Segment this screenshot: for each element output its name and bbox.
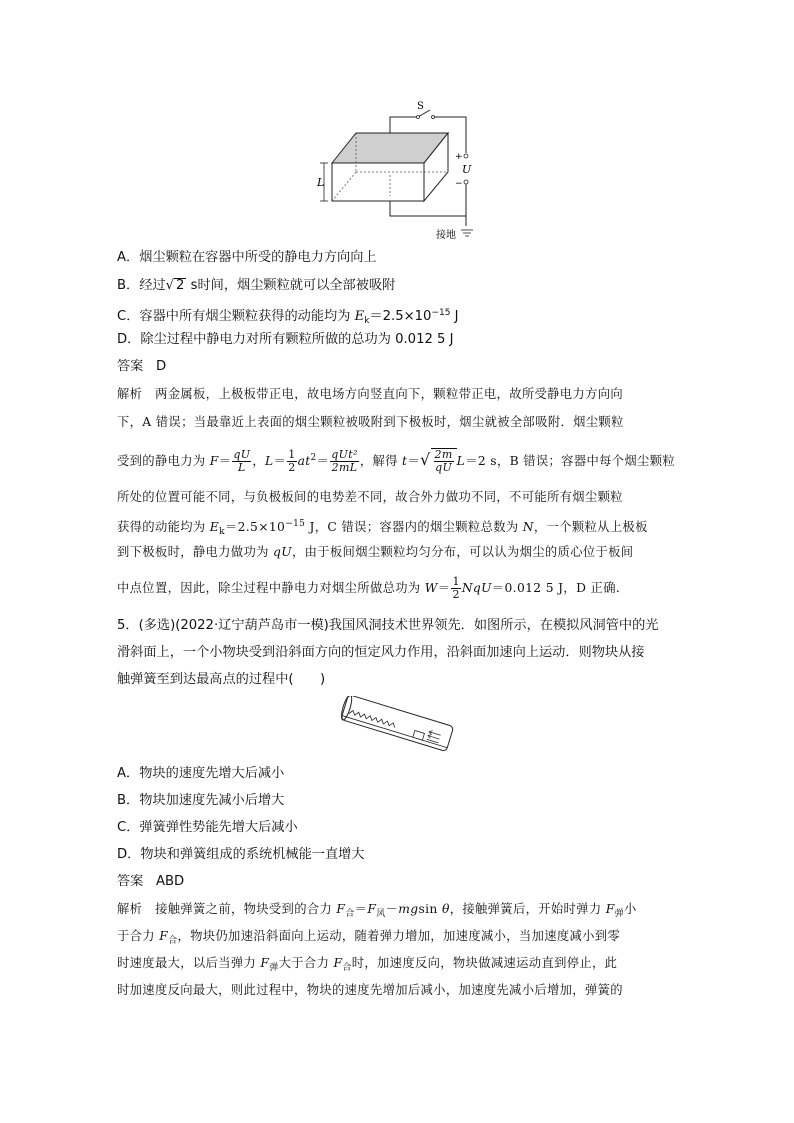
- q4-sol-l7b: W: [424, 581, 438, 595]
- q5-sol-l1m: 弹: [614, 909, 624, 919]
- q5-sol-l1i: sin: [418, 902, 442, 916]
- q4-solution-line-6: [117, 542, 633, 562]
- q4-option-c-pre: C．容器中所有烟尘颗粒获得的动能均为: [117, 309, 355, 324]
- q4-sol-l3k: ＝: [407, 454, 420, 468]
- q5-stem-line-3: 触弹簧至到达最高点的过程中( ): [117, 672, 326, 687]
- minus-sign: −: [455, 179, 463, 189]
- q5-solution-line-1: [117, 899, 637, 924]
- q4-sol-l7c: ＝: [437, 581, 451, 595]
- q4-sol-l5c: k: [219, 527, 225, 537]
- q5-solution-line-2: [117, 926, 620, 951]
- q4-solution-line-3: 受到的静电力为 F＝ $\frac{qU}{L}$ ，L＝ $\frac{1}{2}$ $at^2=$ $\frac{\text{qUt²}}{2mL}$ ，解得 t＝√ $\frac{2m}{qU}$ L＝2 s，B 错误；容器中每个烟尘颗粒: [117, 448, 675, 474]
- q5-sol-l1k: ，接触弹簧后，开始时弹力: [449, 902, 606, 916]
- q4-sol-l3b: F: [209, 454, 219, 468]
- q5-sol-l1j: θ: [441, 902, 450, 916]
- q4-sol-l7e: ＝0.012 5 J，D 正确．: [491, 581, 629, 595]
- q4-sol-sqrt: $\frac{2m}{qU}$: [431, 448, 457, 474]
- q4-option-b-sqrt: 2: [176, 278, 185, 293]
- q4-sol-l3f: ＝: [273, 454, 287, 468]
- q4-sol-l5h: ，一个颗粒从上极板: [533, 520, 648, 534]
- q4-option-c-exp: −15: [431, 308, 451, 318]
- q4-solution-label: 解析: [117, 387, 143, 401]
- dust-collector-figure: [306, 96, 486, 244]
- q5-sol-l3a: 时速度最大，以后当弹力: [117, 956, 261, 970]
- positive-terminal: [464, 154, 468, 158]
- q4-sol-l3c: ＝: [218, 454, 232, 468]
- q4-sol-l5a: 获得的动能均为: [117, 520, 210, 534]
- q5-sol-l2d: ，物块仍加速沿斜面向上运动，随着弹力增加，加速度减小，当加速度减小到零: [177, 929, 621, 943]
- q4-sol-l3d: ，: [252, 454, 266, 468]
- plus-sign: +: [455, 152, 463, 162]
- q4-sol-l7a: 中点位置，因此，除尘过程中静电力对烟尘所做总功为: [117, 581, 425, 595]
- q4-option-c-post: ＝2.5×10: [369, 309, 432, 324]
- q4-sol-frac-1: $\frac{qU}{L}$: [233, 448, 251, 474]
- q5-sol-l3f: 合: [342, 963, 352, 973]
- q5-solution-line-4: 时加速度反向最大，则此过程中，物块的速度先增加后减小，加速度先减小后增加，弹簧的: [117, 983, 623, 997]
- q5-sol-l3e: F: [333, 956, 343, 970]
- q4-sol-l5b: E: [209, 520, 220, 534]
- q5-sol-l1a: 接触弹簧之前，物块受到的合力: [155, 902, 337, 916]
- q4-option-d: D．除尘过程中静电力对所有颗粒所做的总功为 0.012 5 J: [117, 332, 454, 347]
- ground-label: 接地: [436, 230, 456, 241]
- q5-sol-l3d: 大于合力: [278, 956, 334, 970]
- q4-solution-line-2: 下，A 错误；当最靠近上表面的烟尘颗粒被吸附到下极板时，烟尘就被全部吸附．烟尘颗粒: [117, 415, 624, 429]
- q4-sol-l6a: 到下极板时，静电力做功为: [117, 545, 274, 559]
- q4-option-b: B．经过√ 2 s时间，烟尘颗粒就可以全部被吸附: [117, 278, 396, 293]
- wind-tunnel-tube: [341, 696, 454, 752]
- q4-sol-l3m: ＝2 s，B 错误；容器中每个烟尘颗粒: [465, 454, 675, 468]
- q4-sol-l3g: at: [297, 454, 311, 468]
- q4-sol-l5f: J，C 错误；容器内的烟尘颗粒总数为: [305, 520, 523, 534]
- q4-sol-l3j: t: [402, 454, 408, 468]
- ground-symbol: [461, 230, 473, 236]
- q4-sol-frac-4: $\frac{1}{2}$: [452, 575, 460, 601]
- q4-option-b-pre: B．经过: [117, 278, 166, 293]
- q5-option-a: A．物块的速度先增大后减小: [117, 766, 285, 781]
- block: [413, 731, 425, 741]
- q5-answer-label: 答案: [117, 874, 144, 889]
- q4-sol-l6b: qU: [273, 545, 292, 559]
- q4-answer-value: D: [155, 359, 167, 374]
- q5-sol-l2c: 合: [168, 936, 178, 946]
- q4-sol-l3g-exp: 2: [310, 453, 317, 463]
- q5-sol-l1h: mg: [398, 902, 419, 916]
- q5-answer-value: ABD: [155, 874, 185, 889]
- q4-option-c: [117, 303, 459, 331]
- negative-terminal: [464, 180, 468, 184]
- q4-sol-frac-3: $\frac{\text{qUt²}}{2mL}$: [331, 448, 358, 474]
- q5-stem-line-2: 滑斜面上，一个小物块受到沿斜面方向的恒定风力作用，沿斜面加速向上运动．则物块从接: [117, 645, 645, 660]
- box-front-face: [332, 163, 424, 201]
- q4-sol-l3h: ＝: [316, 454, 330, 468]
- q4-option-a: A．烟尘颗粒在容器中所受的静电力方向向上: [117, 250, 377, 265]
- q4-sol-l5g: N: [522, 520, 534, 534]
- q5-sol-l3c: 弹: [269, 963, 279, 973]
- q5-sol-l2a: 于合力: [117, 929, 160, 943]
- q4-option-b-post: s时间，烟尘颗粒就可以全部被吸附: [186, 278, 396, 293]
- q4-sol-l5e: −15: [285, 519, 306, 529]
- q5-solution-line-3: [117, 953, 617, 978]
- q5-sol-l1n: 小: [623, 902, 637, 916]
- q4-answer-label: 答案: [117, 359, 144, 374]
- q5-option-c: C．弹簧弹性势能先增大后减小: [117, 820, 298, 835]
- q5-option-b: B．物块加速度先减小后增大: [117, 793, 285, 808]
- q4-solution-line-4: 所处的位置可能不同，与负极板间的电势差不同，故合外力做功不同，不可能所有烟尘颗粒: [117, 490, 623, 504]
- q5-solution-label: 解析: [117, 902, 143, 916]
- q5-sol-l1l: F: [605, 902, 615, 916]
- q4-sol-l3l: L: [456, 454, 466, 468]
- q5-sol-l1b: F: [336, 902, 346, 916]
- top-plate: [332, 133, 448, 163]
- q5-option-d: D．物块和弹簧组成的系统机械能一直增大: [117, 847, 365, 862]
- q4-option-c-sub: k: [364, 316, 370, 326]
- q4-sol-l3a: 受到的静电力为: [117, 454, 210, 468]
- switch-label: S: [417, 101, 424, 112]
- wind-arrows: [427, 730, 441, 743]
- q4-solution-line-1: [117, 384, 623, 404]
- q4-option-c-var: E: [354, 309, 365, 324]
- q5-sol-l1c: 合: [345, 909, 355, 919]
- q4-sol-frac-2: $\frac{1}{2}$: [288, 448, 296, 474]
- q5-sol-l1f: 风: [376, 909, 386, 919]
- q5-sol-l1g: －: [385, 902, 399, 916]
- q4-solution-line-7: [117, 576, 629, 601]
- q5-sol-l2b: F: [159, 929, 169, 943]
- voltage-label: U: [462, 163, 472, 176]
- wind-tunnel-figure: [336, 696, 458, 752]
- q4-sol-l3i: ，解得: [359, 454, 403, 468]
- q5-sol-l1e: F: [367, 902, 377, 916]
- q5-stem-line-1: 5．(多选)(2022·辽宁葫芦岛市一模)我国风洞技术世界领先．如图所示，在模拟风洞管中的光: [117, 618, 659, 633]
- q4-sol-l6c: ，由于板间烟尘颗粒均匀分布，可以认为烟尘的质心位于板间: [291, 545, 634, 559]
- q4-solution-text-1: 两金属板，上极板带正电，故电场方向竖直向下，颗粒带正电，故所受静电力方向向: [155, 387, 624, 401]
- q5-answer: [117, 872, 184, 892]
- q4-sol-l3e: L: [265, 454, 274, 468]
- q5-sol-l3b: F: [260, 956, 270, 970]
- length-label: L: [317, 176, 325, 189]
- q4-sol-l7d: NqU: [461, 581, 492, 595]
- q4-answer: [117, 357, 166, 377]
- q4-sol-l5d: ＝2.5×10: [224, 520, 286, 534]
- q4-option-c-unit: J: [450, 309, 459, 324]
- q5-sol-l3g: 时，加速度反向，物块做减速运动直到停止，此: [351, 956, 618, 970]
- q4-solution-line-5: [117, 514, 648, 542]
- q5-sol-l1d: ＝: [354, 902, 368, 916]
